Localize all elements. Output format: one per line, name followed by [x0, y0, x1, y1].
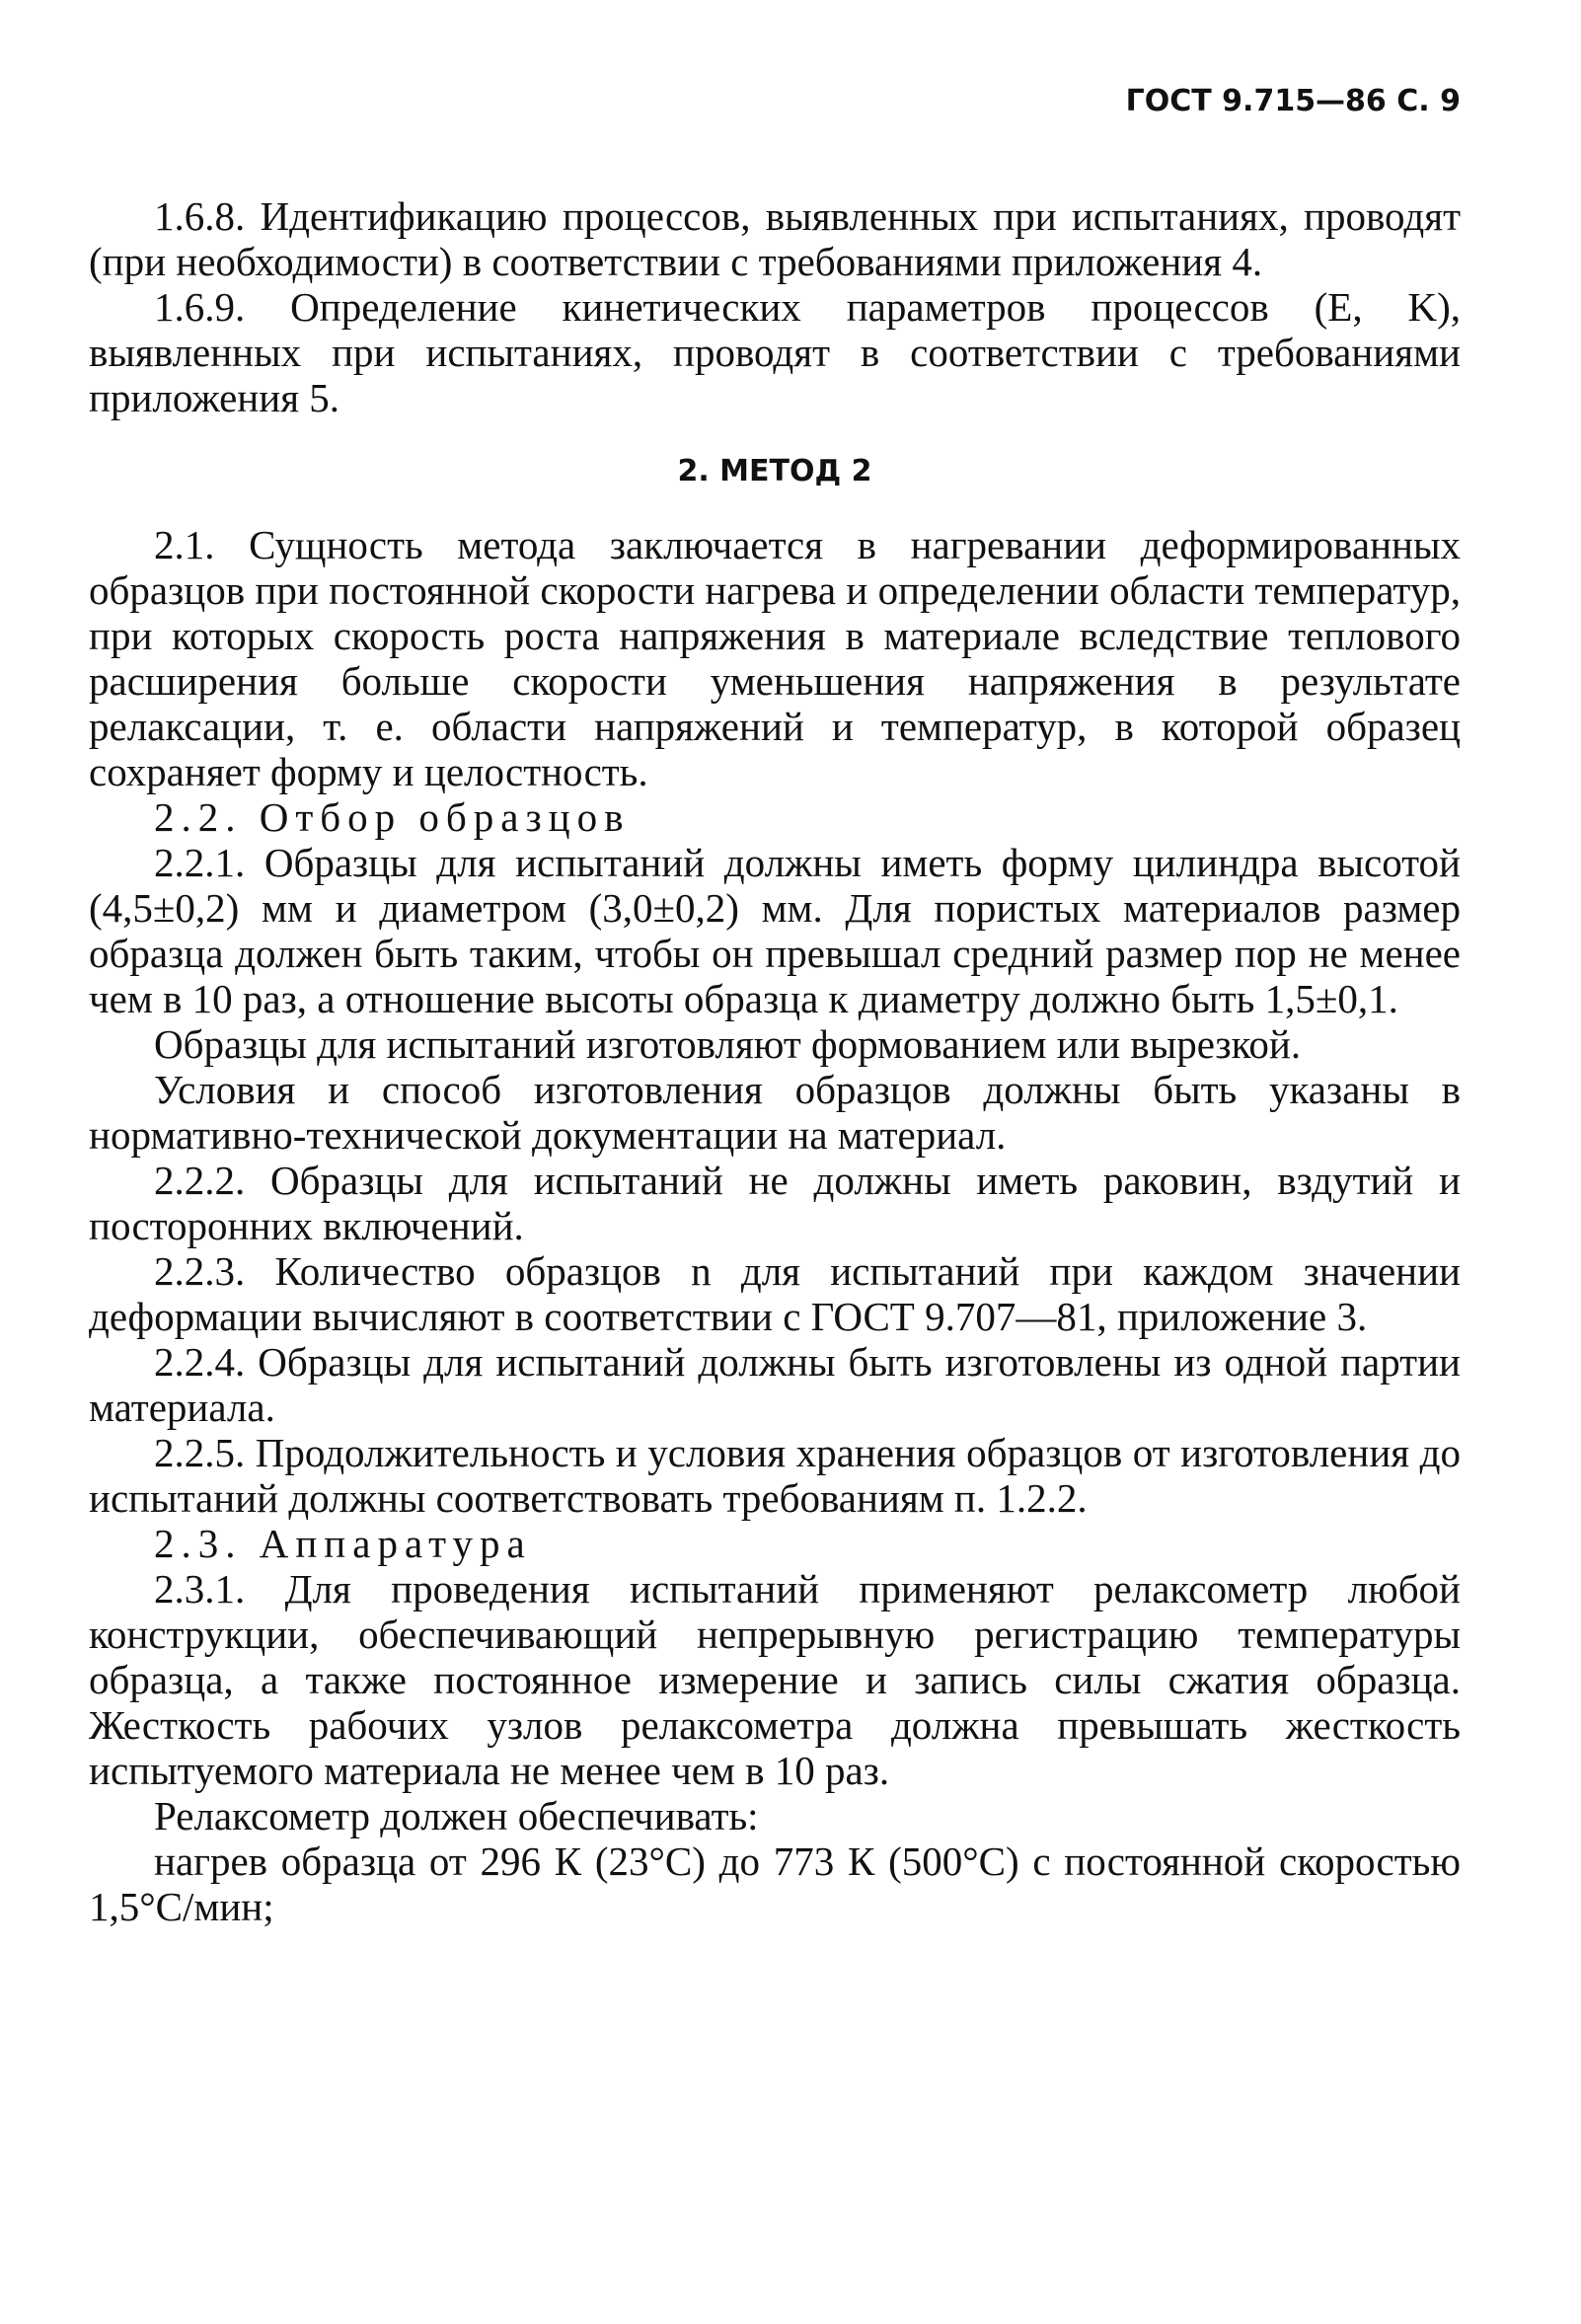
subsection-2-2-title: 2.2. Отбор образцов [154, 794, 631, 840]
paragraph-2-2-1-b: Образцы для испытаний изготовляют формованием или вырезкой. [154, 1021, 1302, 1067]
paragraph-1-6-8: 1.6.8. Идентификацию процессов, выявленных при испытаниях, проводят (при необходимости) в соответствии с требованиями приложения 4. [89, 193, 1461, 284]
paragraph-2-2-3: 2.2.3. Количество образцов n для испытаний при каждом значении деформации вычисляют в соответствии с ГОСТ 9.707—81, приложение 3. [89, 1248, 1461, 1339]
paragraph-2-2-1-c: Условия и способ изготовления образцов должны быть указаны в нормативно-технической документации на материал. [89, 1067, 1461, 1158]
document-page [89, 84, 1461, 1929]
paragraph-2-1: 2.1. Сущность метода заключается в нагревании деформированных образцов при постоянной скорости нагрева и определении области температур, при которых скорость роста напряжения в материале вследствие теплового расширения больше скорости уменьшения напряжения в результате релаксации, т. е. области напряжений и температур, в которой образец сохраняет форму и целостность. [89, 522, 1461, 794]
paragraph-2-2-5: 2.2.5. Продолжительность и условия хранения образцов от изготовления до испытаний должны соответствовать требованиям п. 1.2.2. [89, 1430, 1461, 1521]
paragraph-2-2-1: 2.2.1. Образцы для испытаний должны иметь форму цилиндра высотой (4,5±0,2) мм и диаметром (3,0±0,2) мм. Для пористых материалов размер образца должен быть таким, чтобы он превышал средний размер пор не менее чем в 10 раз, а отношение высоты образца к диаметру должно быть 1,5±0,1. [89, 840, 1461, 1021]
section-title: 2. МЕТОД 2 [677, 454, 872, 488]
paragraph-2-3-1-b: Релаксометр должен обеспечивать: [154, 1793, 759, 1838]
paragraph-2-3-1: 2.3.1. Для проведения испытаний применяют релаксометр любой конструкции, обеспечивающий непрерывную регистрацию температуры образца, а также постоянное измерение и запись силы сжатия образца. Жесткость рабочих узлов релаксометра должна превышать жесткость испытуемого материала не менее чем в 10 раз. [89, 1566, 1461, 1793]
paragraph-1-6-9: 1.6.9. Определение кинетических параметров процессов (E, K), выявленных при испытаниях, проводят в соответствии с требованиями приложения 5. [89, 284, 1461, 420]
page-header: ГОСТ 9.715—86 С. 9 [1125, 84, 1461, 118]
paragraph-2-2-4: 2.2.4. Образцы для испытаний должны быть изготовлены из одной партии материала. [89, 1339, 1461, 1430]
paragraph-2-3-1-c: нагрев образца от 296 К (23°C) до 773 К (500°C) с постоянной скоростью 1,5°C/мин; [89, 1838, 1461, 1929]
subsection-2-3-title: 2.3. Аппаратура [154, 1521, 532, 1566]
paragraph-2-2-2: 2.2.2. Образцы для испытаний не должны иметь раковин, вздутий и посторонних включений. [89, 1158, 1461, 1248]
